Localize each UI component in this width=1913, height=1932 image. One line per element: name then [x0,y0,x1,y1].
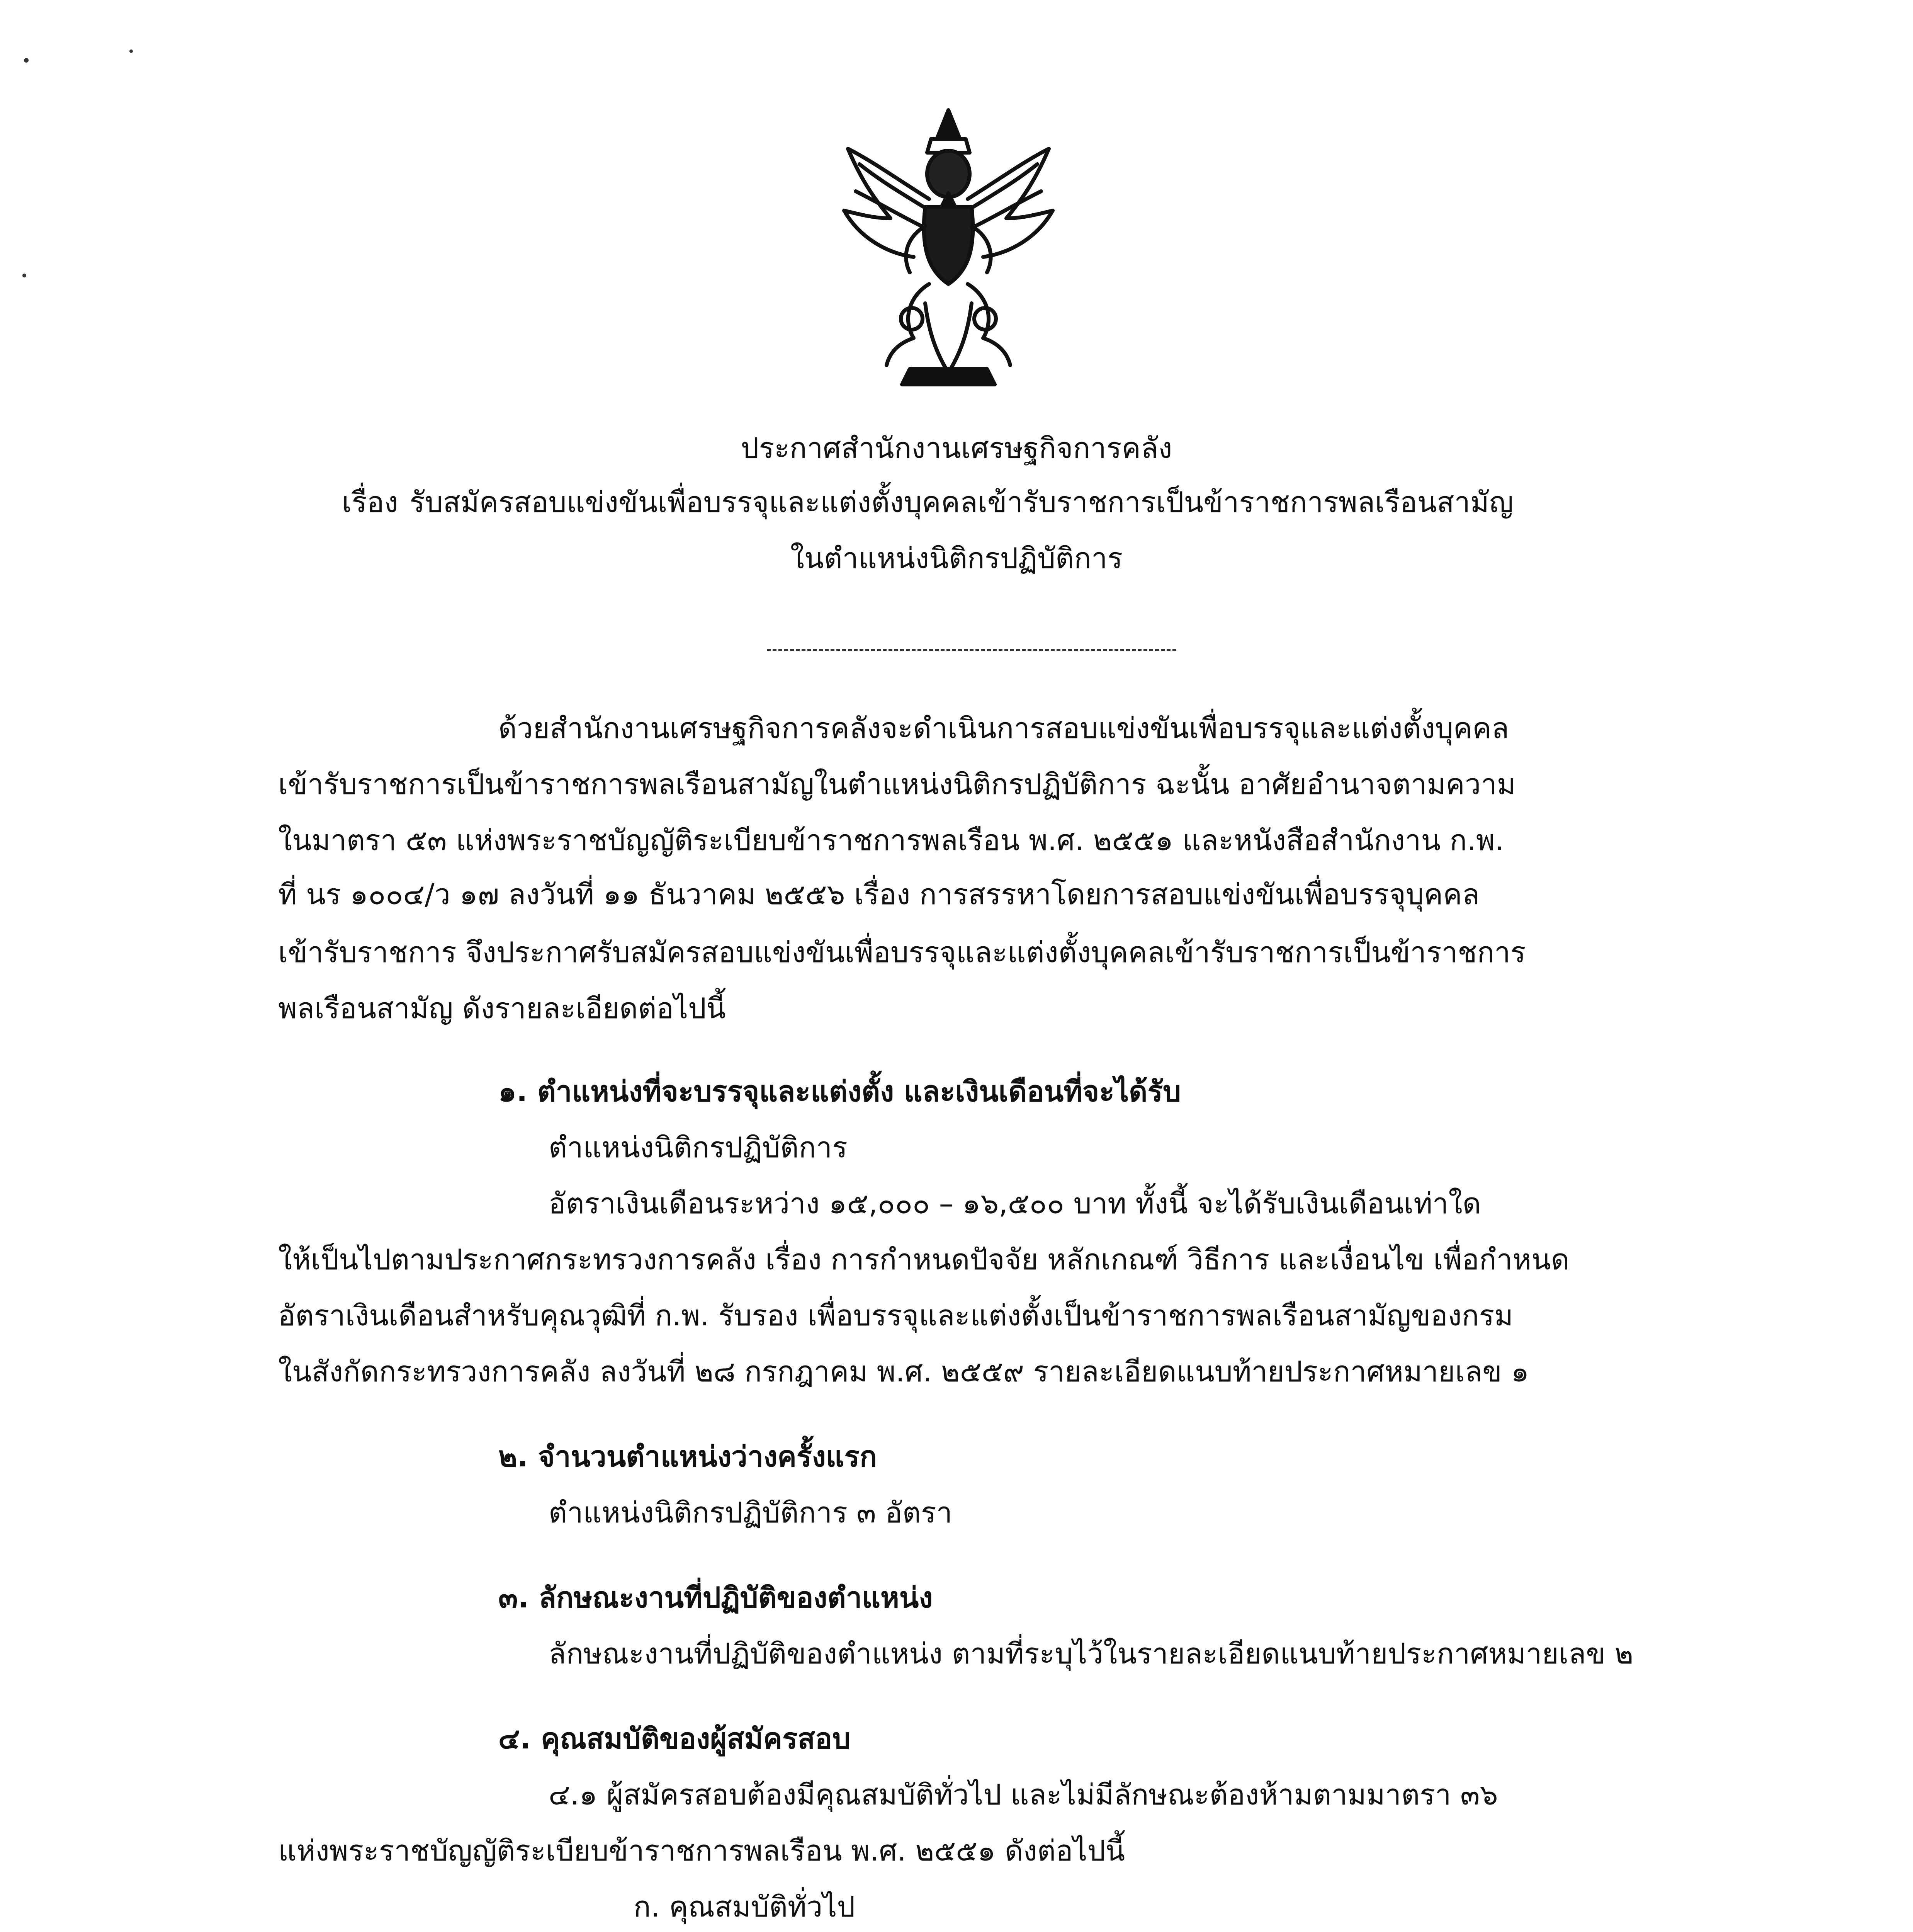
section1-line: ในสังกัดกระทรวงการคลัง ลงวันที่ ๒๘ กรกฎาคม พ.ศ. ๒๕๕๙ รายละเอียดแนบท้ายประกาศหมายเลข ๑ [278,1355,1529,1388]
header-divider [767,649,1176,651]
section3-text: ลักษณะงานที่ปฏิบัติของตำแหน่ง ตามที่ระบุไว้ในรายละเอียดแนบท้ายประกาศหมายเลข ๒ [549,1637,1634,1670]
general-qualifications-heading: ก. คุณสมบัติทั่วไป [634,1890,855,1923]
section4-line: แห่งพระราชบัญญัติระเบียบข้าราชการพลเรือน พ.ศ. ๒๕๕๑ ดังต่อไปนี้ [278,1834,1125,1867]
section2-text: ตำแหน่งนิติกรปฏิบัติการ ๓ อัตรา [549,1496,953,1529]
scan-speck [129,49,133,53]
section1-position: ตำแหน่งนิติกรปฏิบัติการ [549,1131,848,1164]
subject-label: เรื่อง [342,486,398,519]
section1-line: ให้เป็นไปตามประกาศกระทรวงการคลัง เรื่อง การกำหนดปัจจัย หลักเกณฑ์ วิธีการ และเงื่อนไข เพื่อกำหนด [278,1243,1570,1276]
scan-speck [22,274,26,277]
section3-heading: ๓. ลักษณะงานที่ปฏิบัติของตำแหน่ง [498,1581,933,1614]
intro-line: เข้ารับราชการ จึงประกาศรับสมัครสอบแข่งขันเพื่อบรรจุและแต่งตั้งบุคคลเข้ารับราชการเป็นข้าราชการ [278,936,1526,969]
intro-line: เข้ารับราชการเป็นข้าราชการพลเรือนสามัญในตำแหน่งนิติกรปฏิบัติการ ฉะนั้น อาศัยอำนาจตามความ [278,768,1516,801]
intro-line: ที่ นร ๑๐๐๔/ว ๑๗ ลงวันที่ ๑๑ ธันวาคม ๒๕๕๖ เรื่อง การสรรหาโดยการสอบแข่งขันเพื่อบรรจุบุคคล [278,878,1480,911]
subject-text: รับสมัครสอบแข่งขันเพื่อบรรจุและแต่งตั้งบุคคลเข้ารับราชการเป็นข้าราชการพลเรือนสามัญ [409,486,1514,519]
garuda-emblem-icon [813,102,1084,396]
intro-line: ด้วยสำนักงานเศรษฐกิจการคลังจะดำเนินการสอบแข่งขันเพื่อบรรจุและแต่งตั้งบุคคล [498,712,1509,745]
intro-line: ในมาตรา ๕๓ แห่งพระราชบัญญัติระเบียบข้าราชการพลเรือน พ.ศ. ๒๕๕๑ และหนังสือสำนักงาน ก.พ. [278,824,1504,857]
section1-line: อัตราเงินเดือนสำหรับคุณวุฒิที่ ก.พ. รับรอง เพื่อบรรจุและแต่งตั้งเป็นข้าราชการพลเรือนสามัญของกรม [278,1299,1514,1332]
position-line: ในตำแหน่งนิติกรปฏิบัติการ [790,542,1123,575]
section4-line: ๔.๑ ผู้สมัครสอบต้องมีคุณสมบัติทั่วไป และไม่มีลักษณะต้องห้ามตามมาตรา ๓๖ [549,1778,1498,1811]
intro-line: พลเรือนสามัญ ดังรายละเอียดต่อไปนี้ [278,992,726,1025]
scan-speck [24,58,29,63]
announcement-title: ประกาศสำนักงานเศรษฐกิจการคลัง [741,432,1172,465]
section1-heading: ๑. ตำแหน่งที่จะบรรจุและแต่งตั้ง และเงินเดือนที่จะได้รับ [498,1075,1181,1108]
section4-heading: ๔. คุณสมบัติของผู้สมัครสอบ [498,1722,851,1755]
section2-heading: ๒. จำนวนตำแหน่งว่างครั้งแรก [498,1440,877,1473]
section1-line: อัตราเงินเดือนระหว่าง ๑๕,๐๐๐ – ๑๖,๕๐๐ บาท ทั้งนี้ จะได้รับเงินเดือนเท่าใด [549,1187,1481,1220]
